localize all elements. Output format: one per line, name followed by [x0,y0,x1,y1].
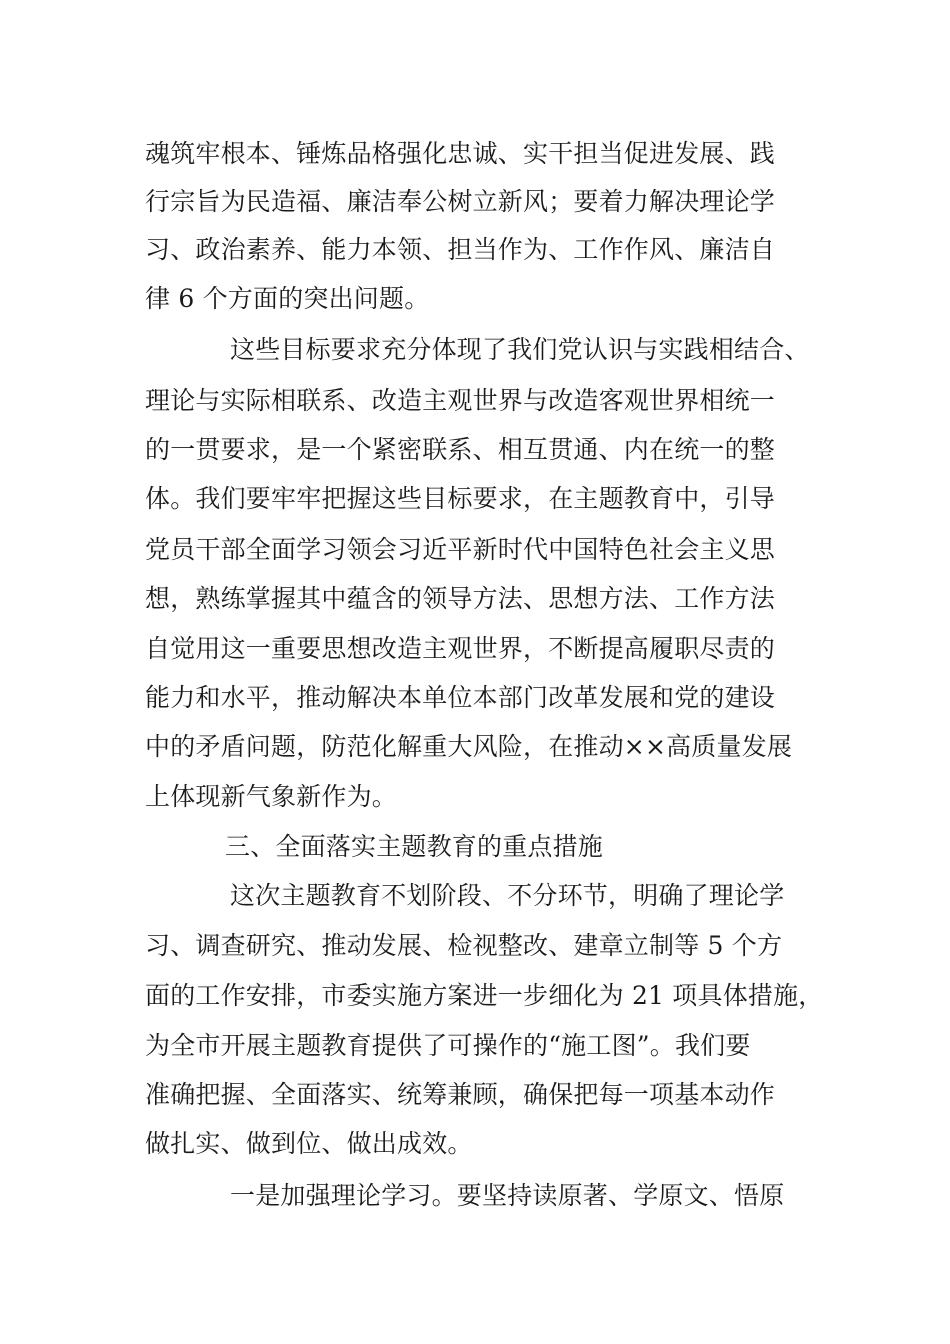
text-line: 党员干部全面学习领会习近平新时代中国特色社会主义思 [145,535,776,564]
paragraph-start-line: 一是加强理论学习。要坚持读原著、学原文、悟原 [230,1181,785,1210]
text-line: 上体现新气象新作为。 [145,782,398,811]
text-line: 习、政治素养、能力本领、担当作为、工作作风、廉洁自 [145,235,776,264]
text-line: 准确把握、全面落实、统筹兼顾，确保把每一项基本动作 [145,1080,776,1109]
text-line: 体。我们要牢牢把握这些目标要求，在主题教育中，引导 [145,484,776,513]
text-line: 律 6 个方面的突出问题。 [145,284,430,313]
section-heading: 三、全面落实主题教育的重点措施 [225,832,604,861]
text-line: 理论与实际相联系、改造主观世界与改造客观世界相统一 [145,386,776,415]
text-line: 面的工作安排，市委实施方案进一步细化为 21 项具体措施， [145,981,824,1010]
text-line: 中的矛盾问题，防范化解重大风险，在推动××高质量发展 [145,732,793,761]
paragraph-start-line: 这些目标要求充分体现了我们党认识与实践相结合、 [230,335,810,364]
text-line: 做扎实、做到位、做出成效。 [145,1129,473,1158]
text-line: 行宗旨为民造福、廉洁奉公树立新风；要着力解决理论学 [145,187,776,216]
text-line: 为全市开展主题教育提供了可操作的“施工图”。我们要 [145,1031,751,1060]
text-line: 自觉用这一重要思想改造主观世界，不断提高履职尽责的 [145,634,776,663]
text-line: 能力和水平，推动解决本单位本部门改革发展和党的建设 [145,683,776,712]
paragraph-start-line: 这次主题教育不划阶段、不分环节，明确了理论学 [230,881,785,910]
text-line: 魂筑牢根本、锤炼品格强化忠诚、实干担当促进发展、践 [145,139,776,168]
text-line: 的一贯要求，是一个紧密联系、相互贯通、内在统一的整 [145,435,776,464]
text-line: 想，熟练掌握其中蕴含的领导方法、思想方法、工作方法 [145,584,776,613]
text-line: 习、调查研究、推动发展、检视整改、建章立制等 5 个方 [145,931,783,960]
